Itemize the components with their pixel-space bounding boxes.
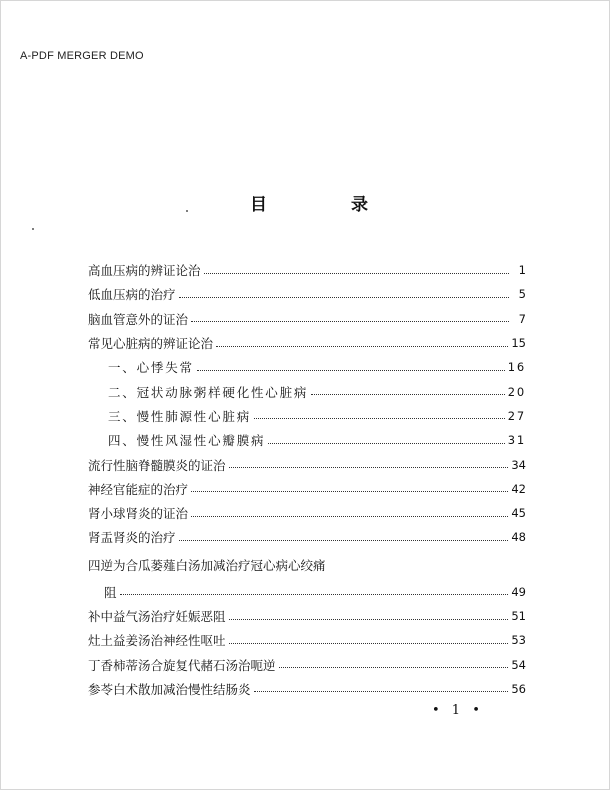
toc-entry-title: 参苓白术散加减治慢性结肠炎 — [88, 681, 251, 697]
toc-entry-page: 27 — [507, 408, 526, 423]
toc-entry-title: 四逆为合瓜蒌薤白汤加减治疗冠心病心绞痛 — [88, 557, 326, 573]
toc-entry-page: 20 — [507, 384, 526, 399]
toc-entry-continuation[interactable] — [88, 580, 526, 604]
toc-entry[interactable] — [88, 604, 526, 628]
toc-entry-title: 神经官能症的治疗 — [88, 481, 189, 497]
toc-entry-page: 51 — [511, 609, 526, 623]
toc-entry-page: 49 — [511, 584, 526, 599]
toc-entry[interactable] — [88, 331, 526, 355]
toc-entry-page: 15 — [511, 336, 526, 351]
toc-subentry[interactable] — [88, 404, 526, 428]
dot-leader — [179, 297, 509, 298]
toc-subentry[interactable] — [88, 379, 526, 403]
toc-subentry[interactable] — [88, 355, 526, 379]
toc-entry[interactable] — [88, 652, 526, 676]
dot-leader — [191, 491, 508, 492]
toc-entry-title: 三、慢性肺源性心脏病 — [108, 408, 252, 424]
toc-entry[interactable] — [88, 258, 526, 282]
dot-leader — [311, 394, 505, 395]
toc-entry-title: 肾盂肾炎的治疗 — [88, 530, 176, 546]
toc-entry-page: 42 — [511, 481, 526, 496]
toc-entry-title: 脑血管意外的证治 — [88, 311, 189, 327]
toc-entry-page: 48 — [511, 530, 526, 545]
dot-leader — [268, 443, 504, 444]
scan-speck — [32, 228, 34, 230]
dot-leader — [229, 619, 509, 620]
toc-entry[interactable] — [88, 477, 526, 501]
toc-entry-title: 二、冠状动脉粥样硬化性心脏病 — [108, 384, 309, 400]
toc-entry-page: 5 — [518, 287, 526, 302]
toc-entry-page: 31 — [507, 433, 526, 448]
toc-entry-page: 7 — [518, 311, 526, 326]
toc-entry[interactable] — [88, 525, 526, 549]
toc-entry[interactable] — [88, 282, 526, 306]
table-of-contents — [88, 258, 526, 701]
toc-entry-page: 1 — [518, 263, 526, 278]
toc-entry-title: 流行性脑脊髓膜炎的证治 — [88, 457, 226, 473]
dot-leader — [254, 691, 509, 692]
toc-entry-page: 34 — [511, 457, 526, 472]
page-number: • 1 • — [432, 703, 484, 718]
page-title — [250, 190, 370, 215]
toc-entry-page: 53 — [511, 633, 526, 648]
toc-entry[interactable] — [88, 677, 526, 701]
title-char-2: 录 — [351, 195, 370, 215]
toc-entry-page: 54 — [511, 657, 526, 672]
toc-entry[interactable] — [88, 550, 526, 580]
dot-leader — [279, 667, 509, 668]
watermark-text: A-PDF MERGER DEMO — [20, 50, 144, 62]
toc-entry-title: 四、慢性风湿性心瓣膜病 — [108, 433, 266, 449]
dot-leader — [229, 467, 509, 468]
dot-leader — [254, 418, 505, 419]
dot-leader — [216, 346, 508, 347]
toc-entry-title: 高血压病的辨证论治 — [88, 263, 201, 279]
toc-entry-title: 丁香柿蒂汤合旋复代赭石汤治呃逆 — [88, 657, 276, 673]
dot-leader — [204, 273, 509, 274]
toc-subentry[interactable] — [88, 428, 526, 452]
title-char-1: 目 — [250, 195, 269, 215]
toc-entry[interactable] — [88, 501, 526, 525]
toc-entry[interactable] — [88, 307, 526, 331]
toc-entry-title: 常见心脏病的辨证论治 — [88, 336, 214, 352]
toc-entry-title: 灶土益姜汤治神经性呕吐 — [88, 633, 226, 649]
dot-leader — [179, 540, 509, 541]
dot-leader — [191, 516, 508, 517]
toc-entry-title: 一、心悸失常 — [108, 360, 194, 376]
dot-leader — [197, 370, 505, 371]
toc-entry-page: 16 — [507, 360, 526, 375]
toc-entry[interactable] — [88, 628, 526, 652]
toc-entry-page: 45 — [511, 506, 526, 521]
dot-leader — [191, 321, 509, 322]
toc-entry[interactable] — [88, 452, 526, 476]
toc-entry-title: 补中益气汤治疗妊娠恶阻 — [88, 609, 226, 624]
scan-speck — [186, 210, 188, 212]
toc-entry-title: 肾小球肾炎的证治 — [88, 506, 189, 522]
dot-leader — [229, 643, 509, 644]
toc-entry-title: 低血压病的治疗 — [88, 287, 176, 303]
toc-entry-title: 阻 — [104, 584, 117, 600]
toc-entry-page: 56 — [511, 681, 526, 696]
dot-leader — [120, 594, 509, 595]
